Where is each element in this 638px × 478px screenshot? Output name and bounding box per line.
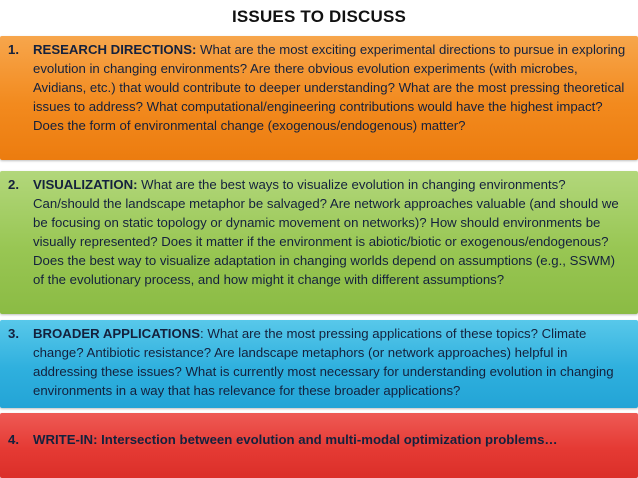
issue-box-broader-applications [0, 320, 638, 408]
issue-text: What are the most exciting experimental directions to pursue in exploring evolution in changing environments? Are there obvious evolution experiments (with microbes, Avidians, etc.) that would contribute to deeper understanding? What are the most pressing theoretical issues to address? What computational/engineering contributions would have the highest impact? Does the form of environmental change (exogenous/endogenous) matter? [33, 42, 626, 134]
issue-heading: RESEARCH DIRECTIONS: [33, 42, 197, 57]
issue-text: : What are the most pressing applications of these topics? Climate change? Antibiotic resistance? Are landscape metaphors (or network approaches) helpful in addressing these issues? What is currently most necessary for understanding evolution in changing environments in a way that has relevance for these broader applications? [33, 326, 614, 399]
issue-number: 2. [8, 177, 19, 192]
issue-box-visualization [0, 171, 638, 314]
issue-box-write-in [0, 413, 638, 478]
issue-number: 3. [8, 326, 19, 341]
issue-number: 4. [8, 432, 19, 447]
issue-box-research-directions [0, 36, 638, 160]
slide-title: ISSUES TO DISCUSS [231, 7, 407, 26]
issue-heading: WRITE-IN: Intersection between evolution and multi-modal optimization problems… [33, 432, 558, 447]
issue-text: What are the best ways to visualize evolution in changing environments? Can/should the landscape metaphor be salvaged? Are network approaches valuable (and should we be focusing on static topology or dynamic movement on networks)? How should environments be visually represented? Does it matter if the environment is abiotic/biotic or exogenous/endogenous? Does the best way to visualize adaptation in changing worlds depend on assumptions (e.g., SSWM) of the evolutionary process, and how might it change with different assumptions? [33, 177, 619, 288]
issue-number: 1. [8, 42, 19, 57]
issue-heading: VISUALIZATION: [33, 177, 138, 192]
issue-heading: BROADER APPLICATIONS [33, 326, 201, 341]
